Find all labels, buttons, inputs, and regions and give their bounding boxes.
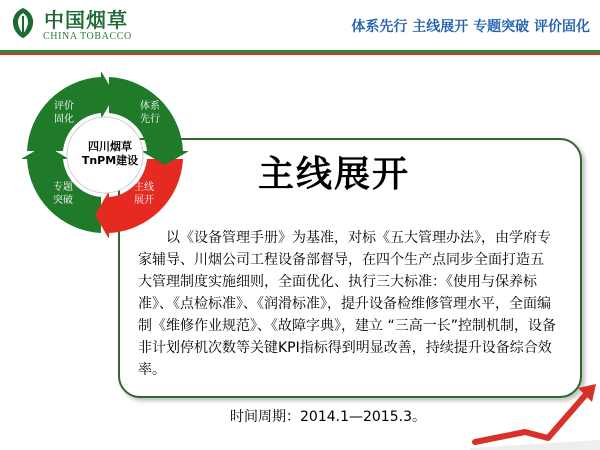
china-tobacco-logo-icon xyxy=(8,6,38,40)
segment-label-breakthrough: 专题 突破 xyxy=(53,182,73,206)
header-slogan: 体系先行 主线展开 专题突破 评价固化 xyxy=(351,19,590,35)
segment-label-mainline: 主线 展开 xyxy=(134,182,154,206)
logo-english-text: CHINA TOBACCO xyxy=(43,31,132,42)
segment-label-system: 体系 先行 xyxy=(140,101,160,125)
time-period-text: 时间周期：2014.1—2015.3。 xyxy=(230,409,426,425)
page-title: 主线展开 xyxy=(258,154,411,195)
logo-chinese-text: 中国烟草 xyxy=(44,8,128,32)
body-paragraph: 以《设备管理手册》为基准，对标《五大管理办法》，由学府专家辅导、川烟公司工程设备部督导，在四个生产点同步全面打造五大管理制度实施细则，全面优化、执行三大标准：《使用与保养标准》、《点检标准》、《润滑标准》，提升设备检维修管理水平，全面编制《维修作业规范》、《故障字典》，建立 “三高一长”控制机制，设备非计划停机次数等关键KPI指标得到明显改善，持续提升设备综合效率。 xyxy=(138,230,556,378)
segment-label-evaluate: 评价 固化 xyxy=(54,101,74,125)
header-bar xyxy=(0,0,600,50)
cycle-center-title: 四川烟草 TnPM建设 xyxy=(81,140,139,167)
header-divider-red xyxy=(0,53,600,55)
rising-arrow-decoration-icon xyxy=(470,380,600,450)
